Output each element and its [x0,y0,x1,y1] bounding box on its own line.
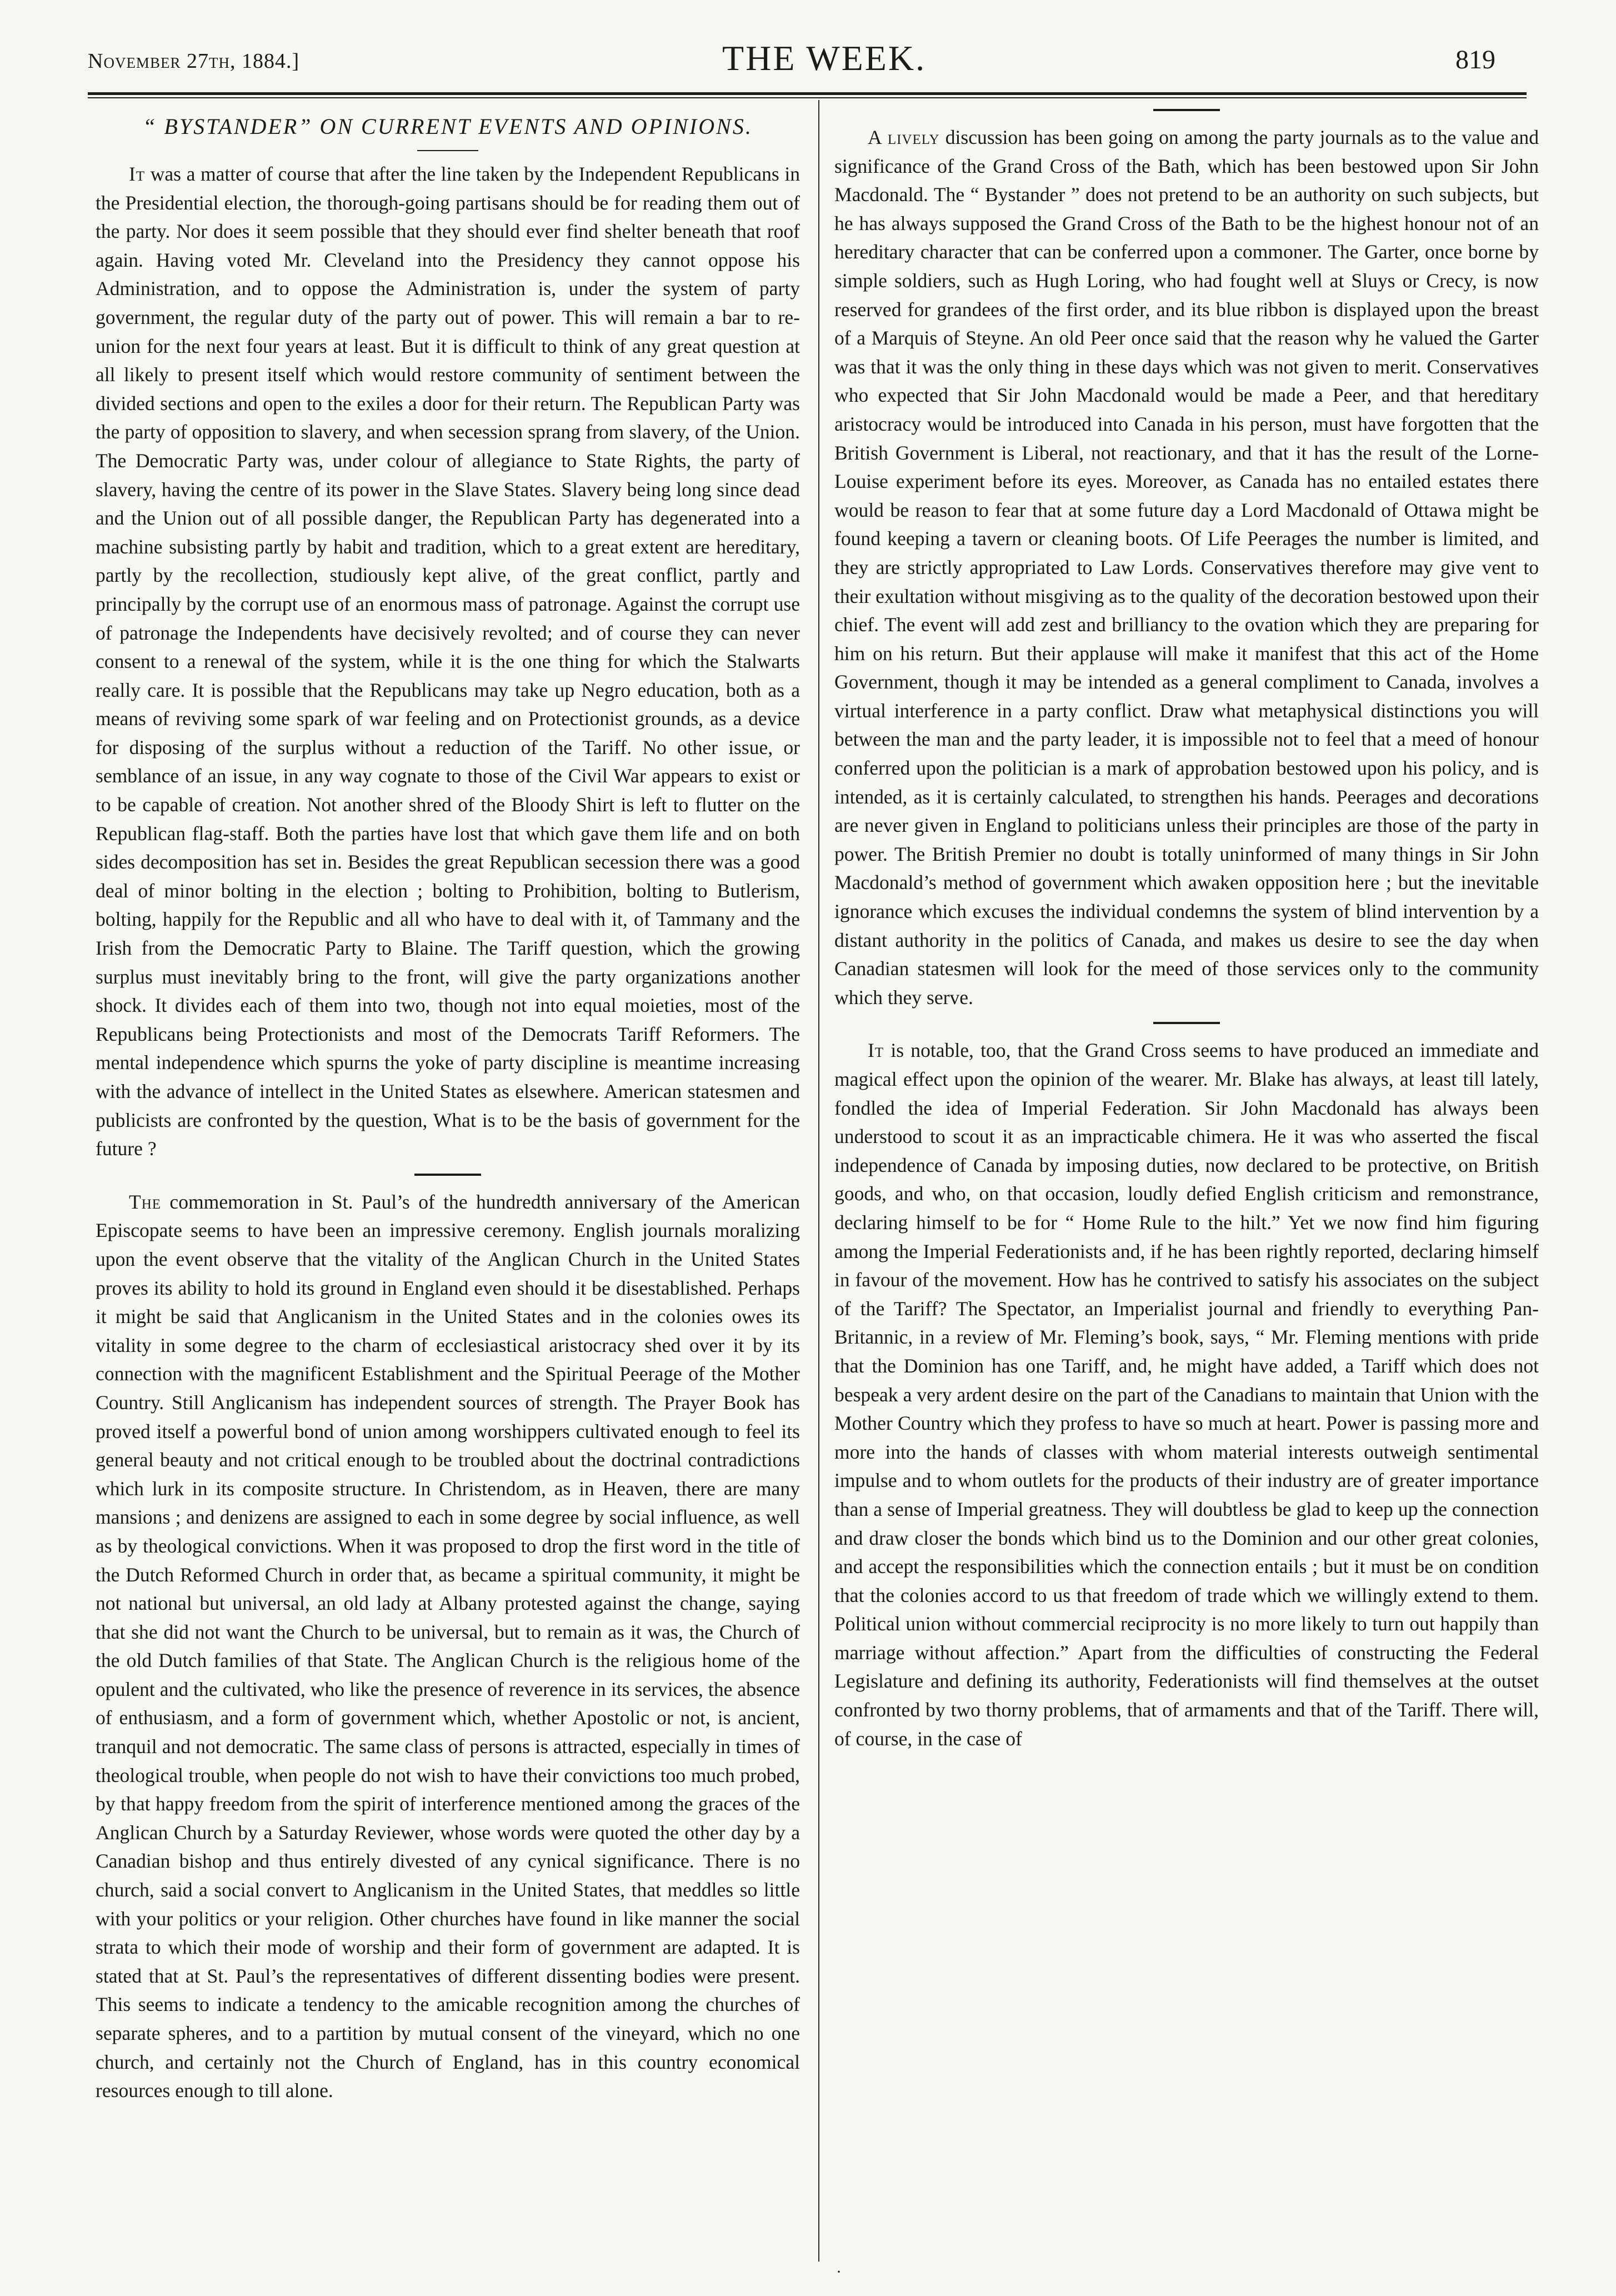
section-separator [1153,1022,1220,1024]
paragraph-1-lead: It [129,163,146,185]
paragraph-4 [834,1036,1539,1753]
section-separator [1153,109,1220,111]
paragraph-1 [96,160,800,1164]
paragraph-3-body: discussion has been going on among the party journals as to the value and significance of the Grand Cross of the Bath, which has been bestowed upon Sir John Macdonald. The “ Bystander ” does not pretend to be an authority on such subjects, but he has always supposed the Grand Cross of the Bath to be the highest honour not of an hereditary character that can be conferred upon a commoner. The Garter, once borne by simple soldiers, such as Hugh Loring, who had fought well at Sluys or Crecy, is now reserved for grandees of the first order, and its blue ribbon is displayed upon the breast of a Marquis of Steyne. An old Peer once said that the reason why he valued the Garter was that it was the only thing in these days which was not given to merit. Conservatives who expected that Sir John Macdonald would be made a Peer, and that hereditary aristocracy would be introduced into Canada in his person, must have forgotten that the British Government is Liberal, not reactionary, and that it has the result of the Lorne-Louise experiment before its eyes. Moreover, as Canada has no entailed estates there would be reason to fear that at some future day a Lord Macdonald of Ottawa might be found keeping a tavern or cleaning boots. Of Life Peerages the number is limited, and they are strictly appropriated to Law Lords. Conservatives therefore may give vent to their exultation without misgiving as to the quality of the decoration bestowed upon their chief. The event will add zest and brilliancy to the ovation which they are preparing for him on his return. But their applause will make it manifest that this act of the Home Government, though it may be intended as a general compliment to Canada, involves a virtual interference in a party conflict. Draw what metaphysical distinctions you will between the man and the party leader, it is impossible not to feel that a meed of honour conferred upon the politician is a mark of approbation bestowed upon his policy, and is intended, as it is certainly calculated, to strengthen his hands. Peerages and decorations are never given in England to politicians unless their principles are those of the party in power. The British Premier no doubt is totally uninformed of many things in Sir John Macdonald’s method of government which awaken opposition here ; but the inevitable ignorance which excuses the individual condemns the system of blind intervention by a distant authority in the politics of Canada, and makes us desire to see the day when Canadian statesmen will look for the meed of those services only to the community which they serve. [834,126,1539,1009]
paragraph-2-lead: The [129,1190,162,1213]
column-divider [818,100,819,2262]
page-number: 819 [1455,45,1495,74]
paragraph-3-lead: A lively [868,126,940,148]
publication-title: THE WEEK. [722,38,927,78]
paragraph-2 [96,1188,800,2105]
heading-rule [417,150,478,151]
paragraph-4-lead: It [868,1039,884,1062]
paragraph-1-body: was a matter of course that after the line taken by the Independent Republicans in the Presidential election, the thorough-going partisans should be for reading them out of the party. Nor does it seem possible that they should ever find shelter beneath that roof again. Having voted Mr. Cleveland into the Presidency they cannot oppose his Administration, and to oppose the Administration is, under the system of party government, the regular duty of the party out of power. This will remain a bar to re-union for the next four years at least. But it is difficult to think of any great question at all likely to present itself which would restore community of sentiment between the divided sections and open to the exiles a door for their return. The Republican Party was the party of opposition to slavery, and when secession sprang from slavery, of the Union. The Democratic Party was, under colour of allegiance to State Rights, the party of slavery, having the centre of its power in the Slave States. Slavery being long since dead and the Union out of all possible danger, the Republican Party has degenerated into a machine subsisting partly by habit and tradition, which to a great extent are hereditary, partly by the recollection, studiously kept alive, of the great conflict, partly and principally by the corrupt use of an enormous mass of patronage. Against the corrupt use of patronage the Independents have decisively revolted; and of course they can never consent to a renewal of the system, while it is the one thing for which the Stalwarts really care. It is possible that the Republicans may take up Negro education, both as a means of reviving some spark of war feeling and on Protectionist grounds, as a device for disposing of the surplus without a reduction of the Tariff. No other issue, or semblance of an issue, in any way cognate to those of the Civil War appears to exist or to be capable of creation. Not another shred of the Bloody Shirt is left to flutter on the Republican flag-staff. Both the parties have lost that which gave them life and on both sides decomposition has set in. Besides the great Republican secession there was a good deal of minor bolting in the election ; bolting to Prohibition, bolting to Butlerism, bolting, happily for the Republic and all who have to deal with it, of Tammany and the Irish from the Democratic Party to Blaine. The Tariff question, which the growing surplus must inevitably bring to the front, will give the party organizations another shock. It divides each of them into two, though not into equal moieties, most of the Republicans being Protectionists and most of the Democrats Tariff Reformers. The mental independence which spurns the yoke of party discipline is meantime increasing with the advance of intellect in the United States as elsewhere. American statesmen and publicists are confronted by the question, What is to be the basis of government for the future ? [96,163,800,1160]
paragraph-2-body: commemoration in St. Paul’s of the hundredth anniversary of the American Episcopate seems to have been an impressive ceremony. English journals moralizing upon the event observe that the vitality of the Anglican Church in the United States proves its ability to hold its ground in England even should it be disestablished. Perhaps it might be said that Anglicanism in the United States and in the colonies owes its vitality in some degree to the charm of ecclesiastical aristocracy shed over it by its connection with the magnificent Establishment and the Spiritual Peerage of the Mother Country. Still Anglicanism has independent sources of strength. The Prayer Book has proved itself a powerful bond of union among worshippers cultivated enough to feel its general beauty and not critical enough to be troubled about the doctrinal contradictions which lurk in its composite structure. In Christendom, as in Heaven, there are many mansions ; and denizens are assigned to each in some degree by social influence, as well as by theological convictions. When it was proposed to drop the first word in the title of the Dutch Reformed Church in order that, as became a spiritual community, it might be not national but universal, an old lady at Albany protested against the change, saying that she did not want the Church to be universal, but to remain as it was, the Church of the old Dutch families of that State. The Anglican Church is the religious home of the opulent and the cultivated, who like the presence of reverence in its services, the absence of enthusiasm, and a form of government which, whether Apostolic or not, is ancient, tranquil and not democratic. The same class of persons is attracted, especially in times of theological trouble, when people do not wish to have their convictions too much probed, by that happy freedom from the spirit of interference mentioned among the graces of the Anglican Church by a Saturday Reviewer, whose words were quoted the other day by a Canadian bishop and thus entirely divested of any cynical significance. There is no church, said a social convert to Anglicanism in the United States, that meddles so little with your politics or your religion. Other churches have found in like manner the social strata to which their mode of worship and their form of government are adapted. It is stated that at St. Paul’s the representatives of different dissenting bodies were present. This seems to indicate a tendency to the amicable recognition among the churches of separate spheres, and to a partition by mutual consent of the vineyard, which no one church, and certainly not the Church of England, has in this country economical resources enough to till alone. [96,1190,800,2102]
ink-speck: · [836,2263,842,2281]
left-column [96,109,800,2105]
article-heading: “ BYSTANDER” ON CURRENT EVENTS AND OPINIONS. [143,114,753,139]
issue-date: November 27th, 1884.] [88,49,300,73]
header-rule-top [88,92,1527,95]
header-rule-bottom [88,97,1527,98]
paragraph-3 [834,123,1539,1012]
right-column [834,109,1539,1753]
paragraph-4-body: is notable, too, that the Grand Cross seems to have produced an immediate and magical effect upon the opinion of the wearer. Mr. Blake has always, at least till lately, fondled the idea of Imperial Federation. Sir John Macdonald has always been understood to scout it as an impracticable chimera. He it was who asserted the fiscal independence of Canada by imposing duties, now declared to be protective, on British goods, and who, on that occasion, loudly defied English criticism and remonstrance, declaring himself to be for “ Home Rule to the hilt.” Yet we now find him figuring among the Imperial Federationists and, if he has been rightly reported, declaring himself in favour of the movement. How has he contrived to satisfy his associates on the subject of the Tariff? The Spectator, an Imperialist journal and friendly to everything Pan-Britannic, in a review of Mr. Fleming’s book, says, “ Mr. Fleming mentions with pride that the Dominion has one Tariff, and, he might have added, a Tariff which does not bespeak a very ardent desire on the part of the Canadians to maintain that Union with the Mother Country which they profess to have so much at heart. Power is passing more and more into the hands of classes with whom material interests outweigh sentimental impulse and to whom outlets for the products of their industry are of greater importance than a sense of Imperial greatness. They will doubtless be glad to keep up the connection and draw closer the bonds which bind us to the Dominion and our other great colonies, and accept the responsibilities which the connection entails ; but it must be on condition that the colonies accord to us that freedom of trade which we willingly extend to them. Political union without commercial reciprocity is no more likely to turn out happily than marriage without affection.” Apart from the difficulties of constructing the Federal Legislature and defining its authority, Federationists will find themselves at the outset confronted by two thorny problems, that of armaments and that of the Tariff. There will, of course, in the case of [834,1039,1539,1750]
section-separator [414,1174,481,1176]
